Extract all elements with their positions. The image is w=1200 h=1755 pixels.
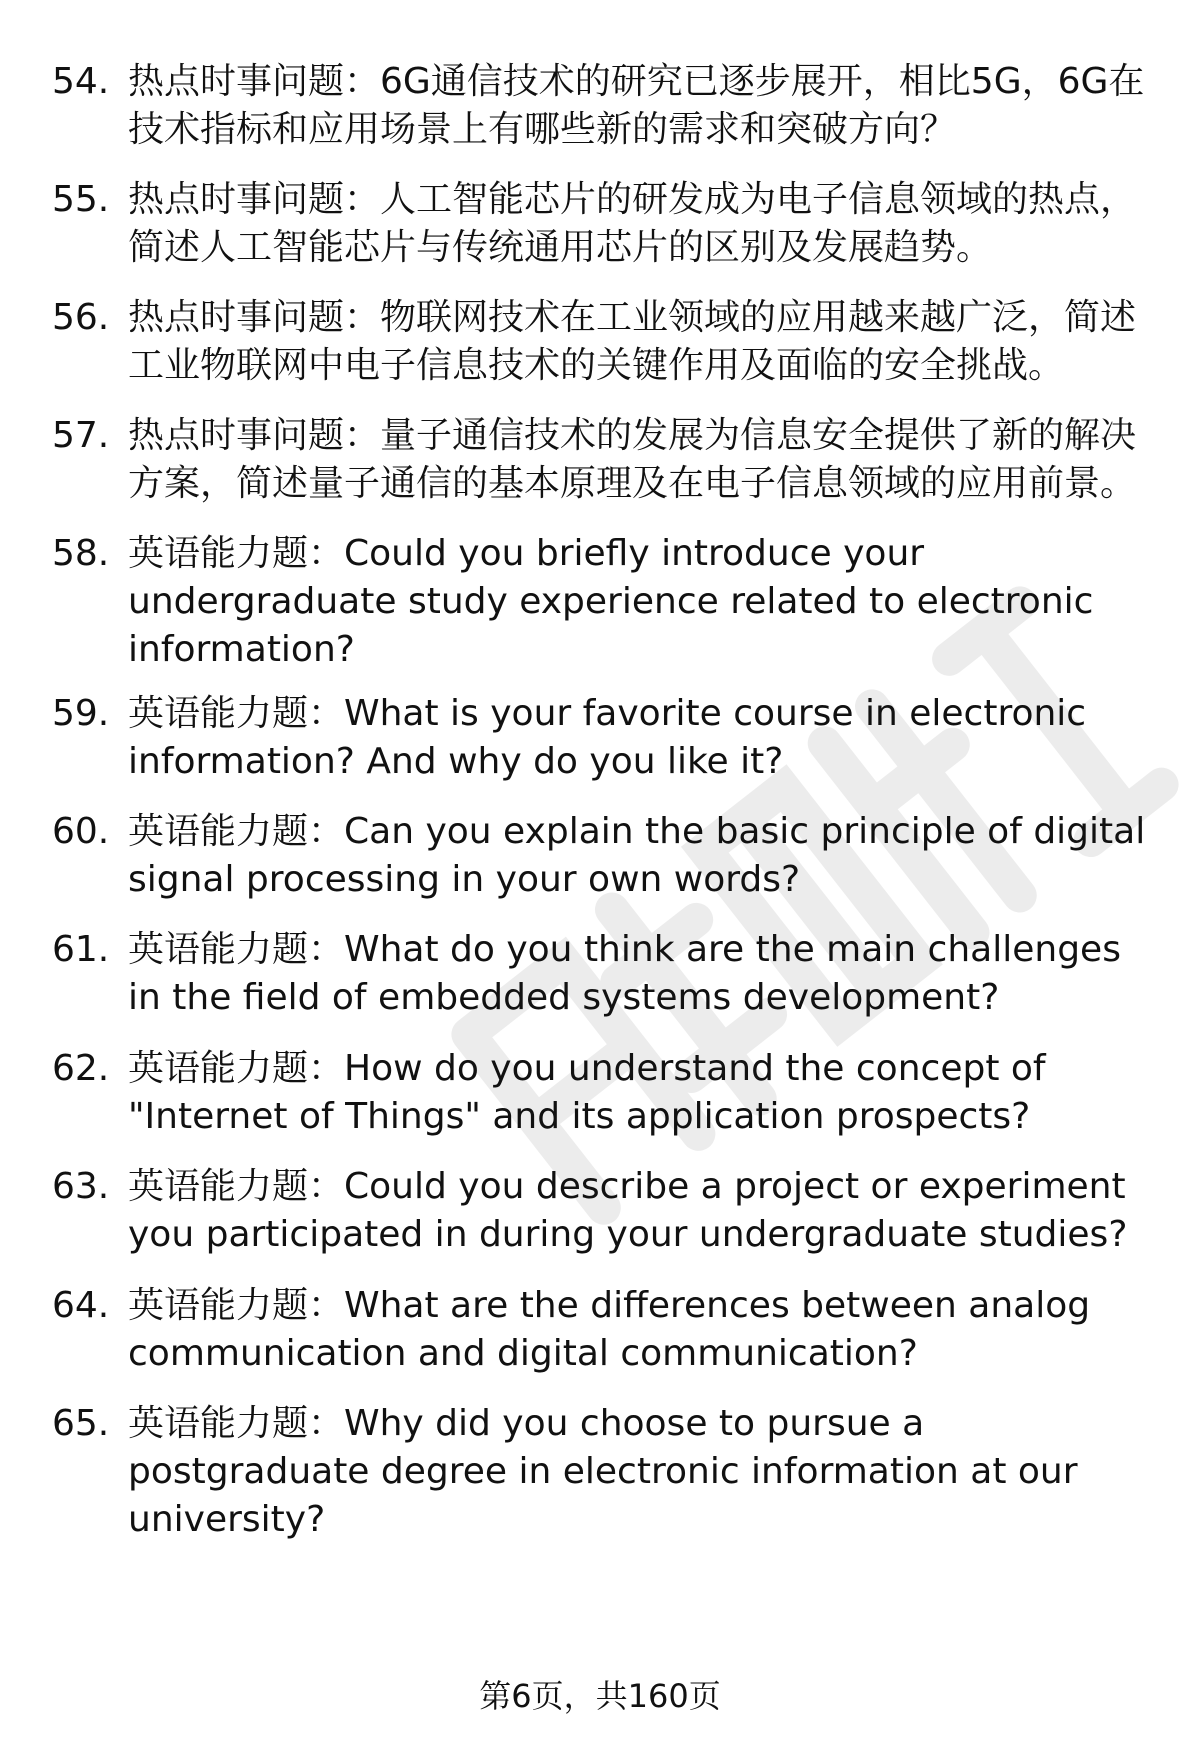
question-number: 61. [52,929,110,970]
question-number: 59. [52,693,110,734]
question-number: 58. [52,533,110,574]
question-number: 57. [52,415,110,456]
question-text: 英语能力题：How do you understand the concept of "Internet of Things" and its application prospects? [128,1048,1046,1137]
question-55 [52,176,1152,272]
question-57 [52,412,1152,508]
question-text: 英语能力题：Could you describe a project or experiment you participated in during your undergraduate studies? [128,1166,1128,1255]
page-footer: 第6页，共160页 [479,1677,721,1715]
question-number: 62. [52,1048,110,1089]
question-text: 英语能力题：Could you briefly introduce your undergraduate study experience related to electronic information? [128,533,1094,670]
question-text: 英语能力题：Can you explain the basic principle of digital signal processing in your own words? [128,811,1146,900]
question-number: 64. [52,1285,110,1326]
question-number: 54. [52,61,110,102]
question-number: 63. [52,1166,110,1207]
question-number: 56. [52,297,110,338]
question-60 [52,808,1152,904]
question-58 [52,530,1152,674]
question-number: 60. [52,811,110,852]
question-61 [52,926,1152,1022]
question-59 [52,690,1152,786]
question-text: 热点时事问题：6G通信技术的研究已逐步展开，相比5G，6G在技术指标和应用场景上有哪些新的需求和突破方向？ [128,61,1145,150]
question-text: 英语能力题：What are the differences between analog communication and digital communication? [128,1285,1091,1374]
question-text: 热点时事问题：物联网技术在工业领域的应用越来越广泛，简述工业物联网中电子信息技术的关键作用及面临的安全挑战。 [128,297,1137,386]
question-54 [52,58,1152,154]
question-65 [52,1400,1152,1544]
question-63 [52,1163,1152,1259]
question-62 [52,1045,1152,1141]
question-number: 55. [52,179,110,220]
question-56 [52,294,1152,390]
question-text: 英语能力题：What is your favorite course in electronic information? And why do you like it? [128,693,1087,782]
question-text: 热点时事问题：量子通信技术的发展为信息安全提供了新的解决方案，简述量子通信的基本原理及在电子信息领域的应用前景。 [128,415,1137,504]
question-64 [52,1282,1152,1378]
question-text: 英语能力题：What do you think are the main challenges in the field of embedded systems development? [128,929,1121,1018]
question-text: 热点时事问题：人工智能芯片的研发成为电子信息领域的热点，简述人工智能芯片与传统通用芯片的区别及发展趋势。 [128,179,1137,268]
question-number: 65. [52,1403,110,1444]
question-text: 英语能力题：Why did you choose to pursue a postgraduate degree in electronic information at our university? [128,1403,1078,1540]
